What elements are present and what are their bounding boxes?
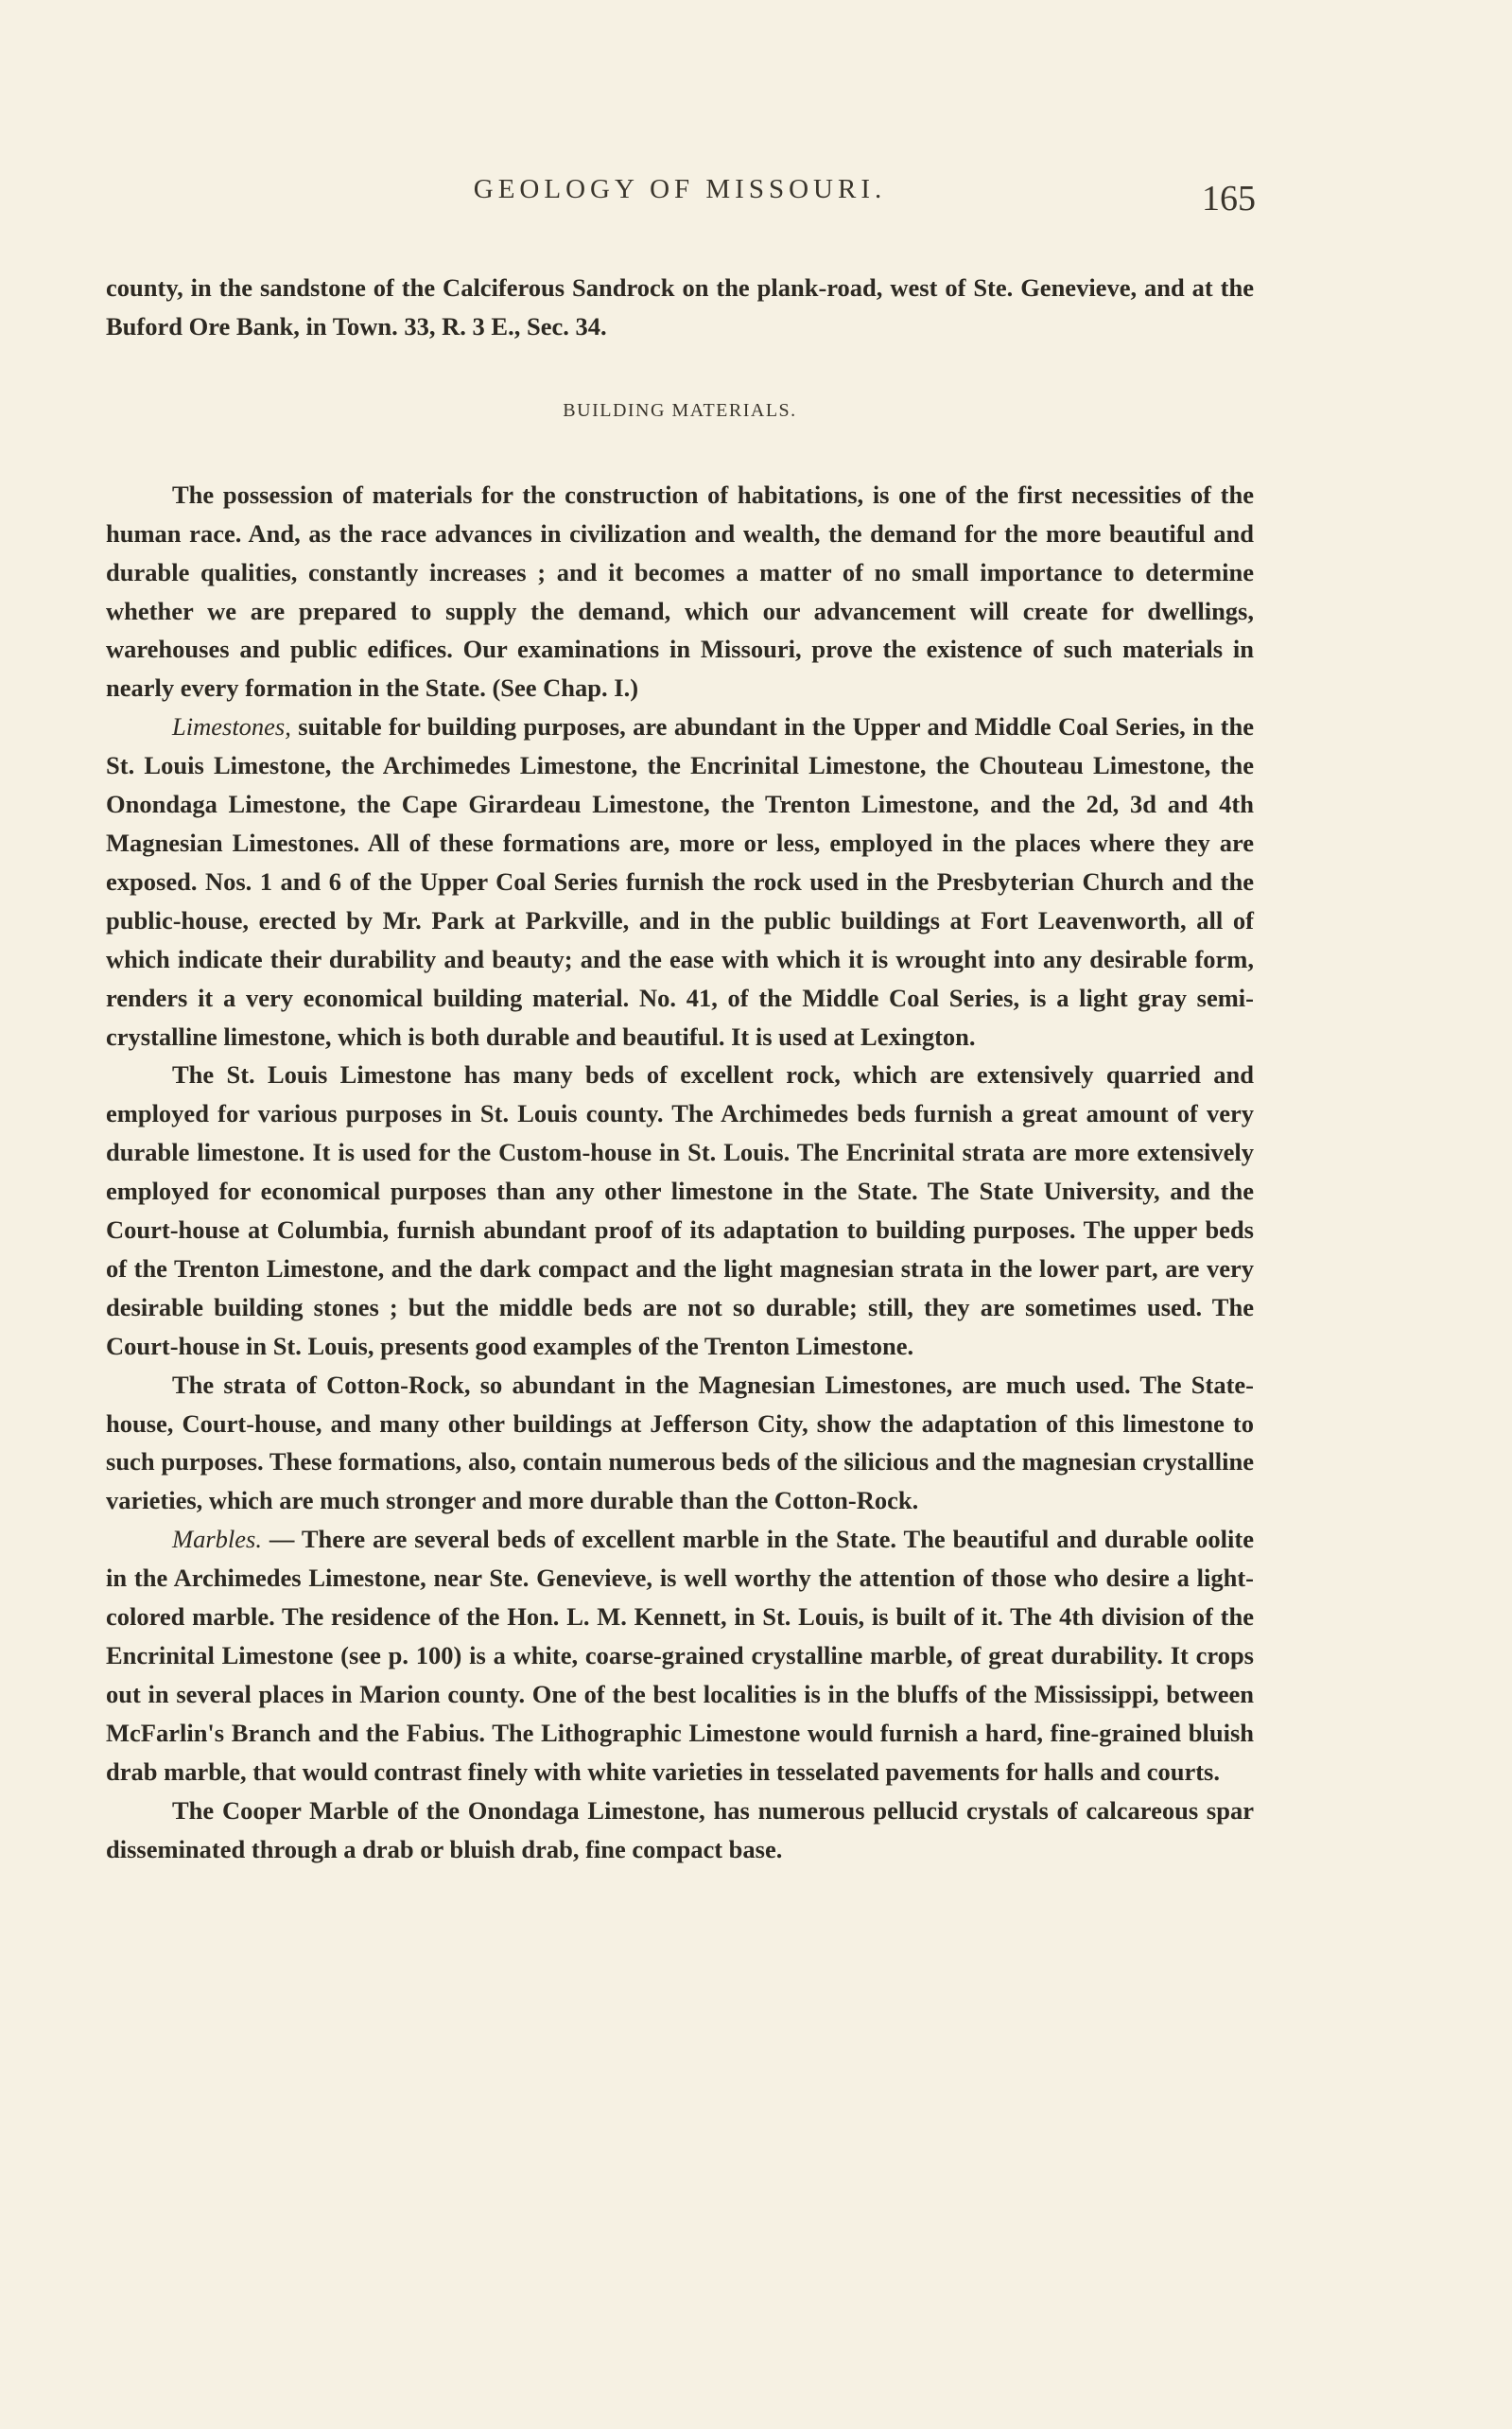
paragraph-5 — [106, 1520, 1254, 1791]
page-number: 165 — [1202, 179, 1256, 218]
intro-paragraph: county, in the sandstone of the Calciferous Sandrock on the plank-road, west of Ste. Genevieve, and at the Buford Ore Bank, in Town. 33, R. 3 E., Sec. 34. — [106, 273, 1254, 341]
body-text — [106, 269, 1254, 1868]
paragraph-2-lead: Limestones, — [172, 712, 291, 742]
paragraph-2 — [106, 708, 1254, 1056]
paragraph-1: The possession of materials for the construction of habitations, is one of the first necessities of the human race. And, as the race advances in civilization and wealth, the demand for the more beautiful and durable qualities, constantly increases ; and it becomes a matter of no small importance to determine whether we are prepared to supply the demand, which our advancement will create for dwellings, warehouses and public edifices. Our examinations in Missouri, prove the existence of such materials in nearly every formation in the State. (See Chap. I.) — [106, 480, 1254, 703]
running-title: GEOLOGY OF MISSOURI. — [473, 174, 887, 204]
section-heading: BUILDING MATERIALS. — [563, 399, 797, 421]
paragraph-6: The Cooper Marble of the Onondaga Limestone, has numerous pellucid crystals of calcareous spar disseminated through a drab or bluish drab, fine compact base. — [106, 1795, 1254, 1863]
paragraph-2-text: suitable for building purposes, are abundant in the Upper and Middle Coal Series, in the St. Louis Limestone, the Archimedes Limestone, the Encrinital Limestone, the Chouteau Limestone, the Onondaga Limestone, the Cape Girardeau Limestone, the Trenton Limestone, and the 2d, 3d and 4th Magnesian Limestones. All of these formations are, more or less, employed in the places where they are exposed. Nos. 1 and 6 of the Upper Coal Series furnish the rock used in the Presbyterian Church and the public-house, erected by Mr. Park at Parkville, and in the public buildings at Fort Leavenworth, all of which indicate their durability and beauty; and the ease with which it is wrought into any desirable form, renders it a very economical building material. No. 41, of the Middle Coal Series, is a light gray semi-crystalline limestone, which is both durable and beautiful. It is used at Lexington. — [106, 712, 1254, 1051]
paragraph-5-lead: Marbles. — [172, 1525, 262, 1554]
running-header — [106, 170, 1254, 218]
paragraph-4: The strata of Cotton-Rock, so abundant in the Magnesian Limestones, are much used. The State-house, Court-house, and many other buildings at Jefferson City, show the adaptation of this limestone to such purposes. These formations, also, contain numerous beds of the silicious and the magnesian crystalline varieties, which are much stronger and more durable than the Cotton-Rock. — [106, 1370, 1254, 1515]
paragraph-5-text: — There are several beds of excellent marble in the State. The beautiful and durable oolite in the Archimedes Limestone, near Ste. Genevieve, is well worthy the attention of those who desire a light-colored marble. The residence of the Hon. L. M. Kennett, in St. Louis, is built of it. The 4th division of the Encrinital Limestone (see p. 100) is a white, coarse-grained crystalline marble, of great durability. It crops out in several places in Marion county. One of the best localities is in the bluffs of the Mississippi, between McFarlin's Branch and the Fabius. The Lithographic Limestone would furnish a hard, fine-grained bluish drab marble, that would contrast finely with white varieties in tesselated pavements for halls and courts. — [106, 1525, 1254, 1786]
paragraph-3: The St. Louis Limestone has many beds of excellent rock, which are extensively quarried and employed for various purposes in St. Louis county. The Archimedes beds furnish a great amount of very durable limestone. It is used for the Custom-house in St. Louis. The Encrinital strata are more extensively employed for economical purposes than any other limestone in the State. The State University, and the Court-house at Columbia, furnish abundant proof of its adaptation to building purposes. The upper beds of the Trenton Limestone, and the dark compact and the light magnesian strata in the lower part, are very desirable building stones ; but the middle beds are not so durable; still, they are sometimes used. The Court-house in St. Louis, presents good examples of the Trenton Limestone. — [106, 1060, 1254, 1360]
